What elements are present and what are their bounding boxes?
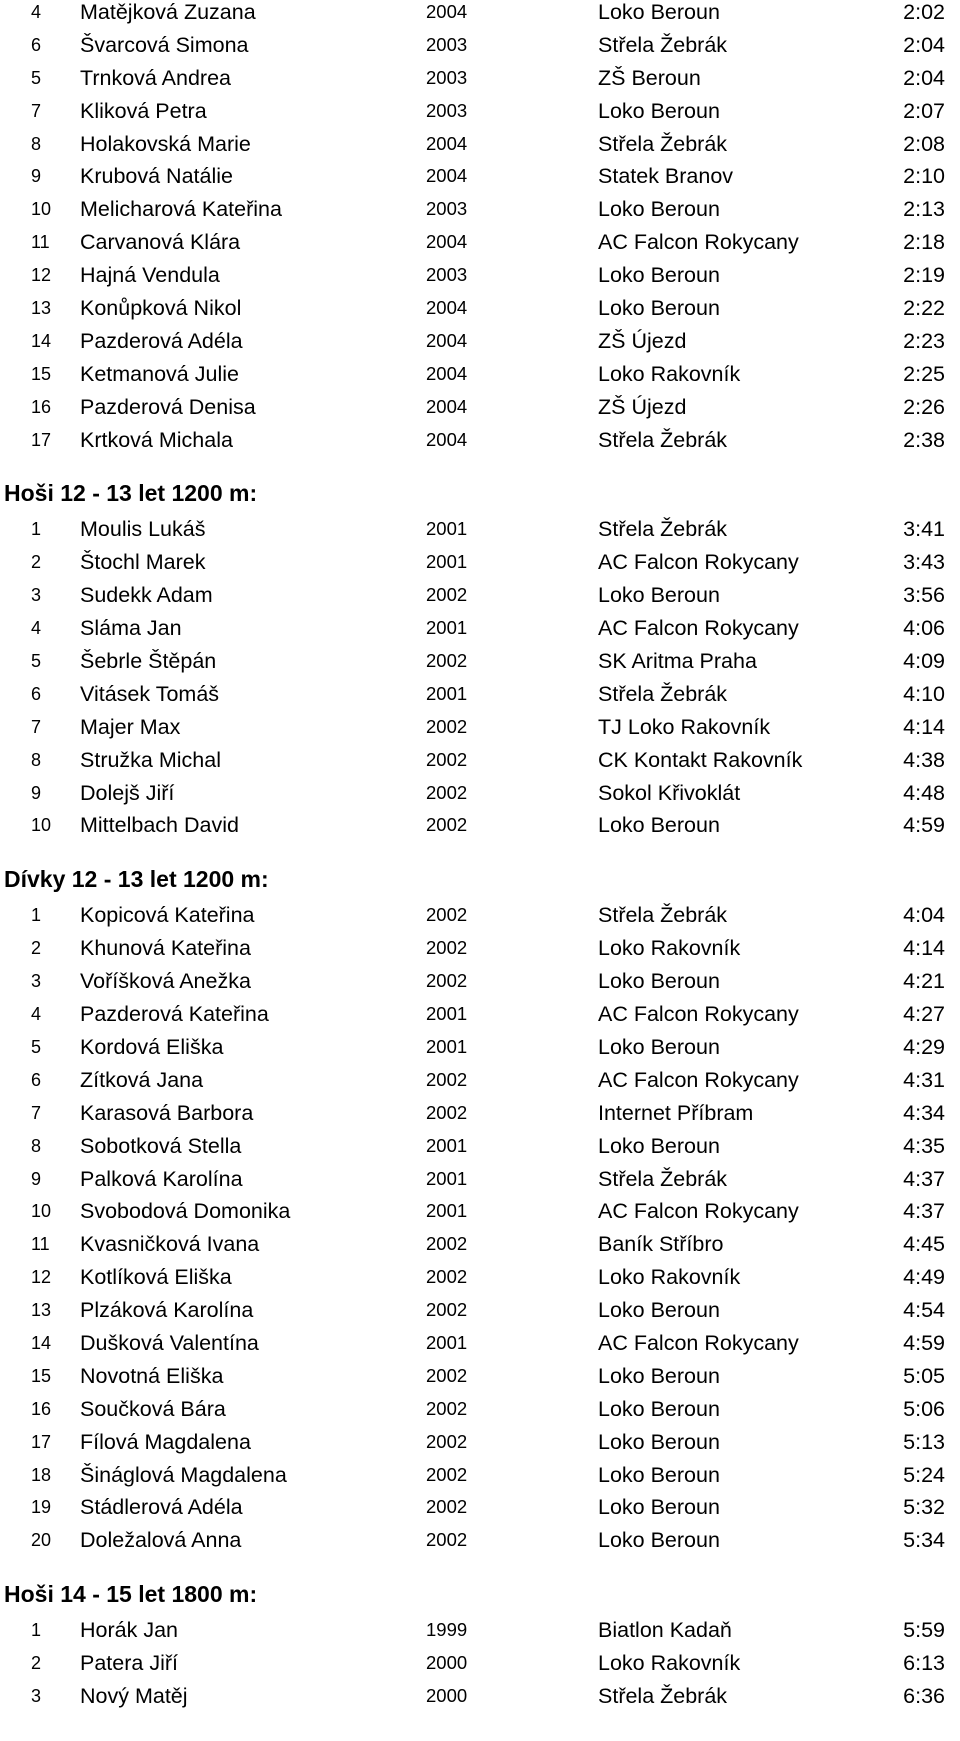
result-rank: 5 xyxy=(31,67,42,88)
result-club: AC Falcon Rokycany xyxy=(598,230,799,255)
result-club: AC Falcon Rokycany xyxy=(598,1002,799,1027)
result-time: 4:10 xyxy=(903,681,945,706)
result-row xyxy=(0,777,960,810)
result-name: Svobodová Domonika xyxy=(80,1199,291,1224)
result-rank: 6 xyxy=(31,34,42,55)
result-rank: 10 xyxy=(31,1201,52,1222)
result-time: 4:35 xyxy=(903,1133,945,1158)
result-name: Voříšková Anežka xyxy=(80,969,251,994)
result-time: 5:24 xyxy=(903,1462,945,1487)
result-row xyxy=(0,1031,960,1064)
result-club: Střela Žebrák xyxy=(598,131,728,156)
result-year: 2002 xyxy=(426,1068,468,1090)
result-club: Loko Rakovník xyxy=(598,936,741,961)
result-rank: 7 xyxy=(31,1102,42,1123)
result-year: 2002 xyxy=(426,1397,468,1419)
category-heading-text: Dívky 12 - 13 let 1200 m: xyxy=(4,866,269,893)
result-name: Sláma Jan xyxy=(80,616,182,641)
result-time: 4:45 xyxy=(903,1232,945,1257)
result-row xyxy=(0,678,960,711)
result-club: AC Falcon Rokycany xyxy=(598,616,799,641)
result-club: Střela Žebrák xyxy=(598,903,728,928)
result-time: 2:23 xyxy=(903,328,945,353)
result-time: 4:34 xyxy=(903,1100,945,1125)
result-time: 5:59 xyxy=(903,1618,945,1643)
result-club: Biatlon Kadaň xyxy=(598,1618,732,1643)
result-row xyxy=(0,193,960,226)
result-time: 2:19 xyxy=(903,263,945,288)
result-row xyxy=(0,645,960,678)
result-name: Krubová Natálie xyxy=(80,164,233,189)
result-year: 2004 xyxy=(426,329,468,351)
result-year: 2001 xyxy=(426,1035,468,1057)
result-time: 4:21 xyxy=(903,969,945,994)
result-time: 4:37 xyxy=(903,1166,945,1191)
result-rank: 3 xyxy=(31,1685,42,1706)
result-rank: 15 xyxy=(31,1365,52,1386)
result-time: 4:31 xyxy=(903,1067,945,1092)
result-club: Střela Žebrák xyxy=(598,517,728,542)
result-club: Loko Beroun xyxy=(598,1495,720,1520)
result-rank: 8 xyxy=(31,133,42,154)
result-club: Střela Žebrák xyxy=(598,427,728,452)
result-year: 2002 xyxy=(426,1101,468,1123)
result-time: 4:59 xyxy=(903,813,945,838)
result-rank: 9 xyxy=(31,1168,42,1189)
result-name: Sobotková Stella xyxy=(80,1133,242,1158)
result-club: Loko Beroun xyxy=(598,813,720,838)
result-row xyxy=(0,95,960,128)
result-row xyxy=(0,1130,960,1163)
result-rank: 8 xyxy=(31,1135,42,1156)
result-year: 2002 xyxy=(426,584,468,606)
result-row xyxy=(0,1524,960,1557)
result-name: Trnková Andrea xyxy=(80,65,231,90)
result-rank: 11 xyxy=(31,232,50,253)
result-time: 6:13 xyxy=(903,1651,945,1676)
result-row xyxy=(0,1228,960,1261)
result-name: Šináglová Magdalena xyxy=(80,1462,287,1487)
result-row xyxy=(0,932,960,965)
result-club: AC Falcon Rokycany xyxy=(598,1330,799,1355)
result-name: Melicharová Kateřina xyxy=(80,197,282,222)
result-rank: 14 xyxy=(31,1332,52,1353)
result-year: 2001 xyxy=(426,1167,468,1189)
result-name: Palková Karolína xyxy=(80,1166,243,1191)
result-name: Štochl Marek xyxy=(80,550,206,575)
result-club: Loko Beroun xyxy=(598,1396,720,1421)
result-rank: 17 xyxy=(31,1431,52,1452)
result-name: Nový Matěj xyxy=(80,1683,188,1708)
result-name: Moulis Lukáš xyxy=(80,517,206,542)
result-year: 2002 xyxy=(426,1496,468,1518)
result-time: 4:37 xyxy=(903,1199,945,1224)
result-row xyxy=(0,1426,960,1459)
result-name: Sudekk Adam xyxy=(80,583,213,608)
result-name: Stružka Michal xyxy=(80,747,221,772)
result-year: 2002 xyxy=(426,748,468,770)
result-time: 3:43 xyxy=(903,550,945,575)
result-rank: 2 xyxy=(31,552,42,573)
category-heading-text: Hoši 14 - 15 let 1800 m: xyxy=(4,1581,258,1608)
result-row xyxy=(0,899,960,932)
category-heading xyxy=(0,859,960,899)
result-year: 2001 xyxy=(426,1134,468,1156)
result-rank: 5 xyxy=(31,651,42,672)
result-time: 2:13 xyxy=(903,197,945,222)
result-year: 2002 xyxy=(426,715,468,737)
result-year: 2003 xyxy=(426,66,468,88)
result-time: 5:32 xyxy=(903,1495,945,1520)
result-club: Loko Rakovník xyxy=(598,1651,741,1676)
result-year: 2003 xyxy=(426,99,468,121)
result-year: 2001 xyxy=(426,1003,468,1025)
result-rank: 1 xyxy=(31,1620,42,1641)
result-rank: 10 xyxy=(31,815,52,836)
result-row xyxy=(0,965,960,998)
result-year: 2003 xyxy=(426,264,468,286)
result-name: Pazderová Adéla xyxy=(80,328,243,353)
result-rank: 13 xyxy=(31,298,52,319)
result-name: Stádlerová Adéla xyxy=(80,1495,243,1520)
result-time: 4:29 xyxy=(903,1034,945,1059)
result-rank: 20 xyxy=(31,1530,52,1551)
result-rank: 17 xyxy=(31,429,52,450)
result-name: Holakovská Marie xyxy=(80,131,251,156)
result-rank: 13 xyxy=(31,1300,52,1321)
category-heading-text: Hoši 12 - 13 let 1200 m: xyxy=(4,480,258,507)
result-name: Mittelbach David xyxy=(80,813,239,838)
result-club: ZŠ Újezd xyxy=(598,328,687,353)
result-row xyxy=(0,1163,960,1196)
result-time: 4:14 xyxy=(903,936,945,961)
result-time: 3:41 xyxy=(903,517,945,542)
result-year: 2004 xyxy=(426,395,468,417)
result-rank: 4 xyxy=(31,2,42,22)
results-section xyxy=(0,473,960,842)
result-year: 2002 xyxy=(426,904,468,926)
result-year: 2001 xyxy=(426,682,468,704)
result-club: ZŠ Beroun xyxy=(598,65,701,90)
result-name: Novotná Eliška xyxy=(80,1363,224,1388)
result-time: 2:10 xyxy=(903,164,945,189)
result-row xyxy=(0,1614,960,1647)
result-year: 2001 xyxy=(426,551,468,573)
result-time: 2:38 xyxy=(903,427,945,452)
result-year: 2004 xyxy=(426,1,468,22)
result-name: Carvanová Klára xyxy=(80,230,241,255)
result-row xyxy=(0,744,960,777)
result-year: 2000 xyxy=(426,1652,468,1674)
result-club: Střela Žebrák xyxy=(598,1166,728,1191)
result-rank: 15 xyxy=(31,363,52,384)
result-year: 2001 xyxy=(426,1331,468,1353)
result-rank: 2 xyxy=(31,938,42,959)
result-year: 2004 xyxy=(426,132,468,154)
results-section xyxy=(0,859,960,1557)
result-rank: 7 xyxy=(31,100,42,121)
result-time: 4:54 xyxy=(903,1298,945,1323)
result-name: Konůpková Nikol xyxy=(80,296,242,321)
result-rank: 16 xyxy=(31,396,52,417)
result-year: 2004 xyxy=(426,362,468,384)
result-rank: 1 xyxy=(31,519,42,540)
result-row xyxy=(0,1097,960,1130)
result-club: Loko Beroun xyxy=(598,197,720,222)
result-row xyxy=(0,998,960,1031)
result-time: 4:48 xyxy=(903,780,945,805)
result-row xyxy=(0,579,960,612)
result-club: Statek Branov xyxy=(598,164,734,189)
result-rank: 18 xyxy=(31,1464,52,1485)
result-row xyxy=(0,1680,960,1713)
result-name: Patera Jiří xyxy=(80,1651,178,1676)
result-year: 2004 xyxy=(426,165,468,187)
result-club: Loko Beroun xyxy=(598,583,720,608)
result-time: 5:13 xyxy=(903,1429,945,1454)
result-club: Loko Beroun xyxy=(598,1429,720,1454)
result-rank: 12 xyxy=(31,265,52,286)
result-rank: 9 xyxy=(31,782,42,803)
result-time: 2:04 xyxy=(903,65,945,90)
result-rank: 16 xyxy=(31,1398,52,1419)
result-row xyxy=(0,1491,960,1524)
result-year: 2002 xyxy=(426,650,468,672)
result-time: 4:06 xyxy=(903,616,945,641)
result-year: 2000 xyxy=(426,1684,468,1706)
result-name: Ketmanová Julie xyxy=(80,361,239,386)
result-row xyxy=(0,546,960,579)
result-club: TJ Loko Rakovník xyxy=(598,714,771,739)
result-year: 2003 xyxy=(426,33,468,55)
results-section xyxy=(0,1574,960,1713)
result-name: Karasová Barbora xyxy=(80,1100,254,1125)
result-year: 2002 xyxy=(426,814,468,836)
result-name: Horák Jan xyxy=(80,1618,178,1643)
result-name: Pazderová Kateřina xyxy=(80,1002,269,1027)
result-rank: 8 xyxy=(31,749,42,770)
result-year: 2002 xyxy=(426,1364,468,1386)
result-name: Majer Max xyxy=(80,714,181,739)
result-name: Hajná Vendula xyxy=(80,263,220,288)
result-row xyxy=(0,0,960,29)
result-rank: 3 xyxy=(31,971,42,992)
result-time: 4:38 xyxy=(903,747,945,772)
result-rank: 4 xyxy=(31,618,42,639)
result-row xyxy=(0,1393,960,1426)
result-name: Krtková Michala xyxy=(80,427,233,452)
category-heading xyxy=(0,1574,960,1614)
result-rank: 1 xyxy=(31,905,42,926)
result-year: 2002 xyxy=(426,1463,468,1485)
result-time: 3:56 xyxy=(903,583,945,608)
result-name: Pazderová Denisa xyxy=(80,394,256,419)
result-time: 4:27 xyxy=(903,1002,945,1027)
result-row xyxy=(0,711,960,744)
result-row xyxy=(0,612,960,645)
result-row xyxy=(0,29,960,62)
result-rank: 14 xyxy=(31,330,52,351)
result-rank: 10 xyxy=(31,199,52,220)
result-club: AC Falcon Rokycany xyxy=(598,1067,799,1092)
result-year: 2002 xyxy=(426,1266,468,1288)
result-name: Doležalová Anna xyxy=(80,1528,242,1553)
result-row xyxy=(0,1647,960,1680)
result-time: 4:04 xyxy=(903,903,945,928)
result-club: Loko Beroun xyxy=(598,1462,720,1487)
result-row xyxy=(0,160,960,193)
result-time: 2:07 xyxy=(903,98,945,123)
result-time: 4:14 xyxy=(903,714,945,739)
result-club: SK Aritma Praha xyxy=(598,649,757,674)
result-club: Loko Beroun xyxy=(598,1298,720,1323)
result-time: 5:06 xyxy=(903,1396,945,1421)
result-rank: 2 xyxy=(31,1653,42,1674)
result-name: Dušková Valentína xyxy=(80,1330,259,1355)
results-section xyxy=(0,0,960,456)
result-club: Loko Beroun xyxy=(598,263,720,288)
result-time: 4:59 xyxy=(903,1330,945,1355)
result-name: Zítková Jana xyxy=(80,1067,204,1092)
result-year: 2003 xyxy=(426,198,468,220)
result-time: 5:05 xyxy=(903,1363,945,1388)
result-name: Kopicová Kateřina xyxy=(80,903,255,928)
result-club: Střela Žebrák xyxy=(598,1683,728,1708)
result-row xyxy=(0,128,960,161)
result-name: Matějková Zuzana xyxy=(80,0,256,24)
result-club: Loko Beroun xyxy=(598,1363,720,1388)
result-time: 4:09 xyxy=(903,649,945,674)
result-time: 2:25 xyxy=(903,361,945,386)
result-club: Loko Rakovník xyxy=(598,1265,741,1290)
result-row xyxy=(0,1195,960,1228)
result-club: Loko Beroun xyxy=(598,1528,720,1553)
result-rank: 19 xyxy=(31,1497,52,1518)
result-name: Součková Bára xyxy=(80,1396,226,1421)
result-club: CK Kontakt Rakovník xyxy=(598,747,803,772)
result-time: 4:49 xyxy=(903,1265,945,1290)
result-time: 2:02 xyxy=(903,0,945,24)
result-club: AC Falcon Rokycany xyxy=(598,1199,799,1224)
result-time: 2:22 xyxy=(903,296,945,321)
result-name: Kliková Petra xyxy=(80,98,207,123)
result-club: Baník Stříbro xyxy=(598,1232,724,1257)
result-name: Dolejš Jiří xyxy=(80,780,175,805)
result-rank: 6 xyxy=(31,1069,42,1090)
result-year: 2001 xyxy=(426,1200,468,1222)
result-rank: 12 xyxy=(31,1267,52,1288)
result-rank: 9 xyxy=(31,166,42,187)
result-year: 2001 xyxy=(426,518,468,540)
result-rank: 4 xyxy=(31,1004,42,1025)
result-year: 2002 xyxy=(426,781,468,803)
result-club: Loko Beroun xyxy=(598,1034,720,1059)
result-club: Střela Žebrák xyxy=(598,32,728,57)
result-name: Kvasničková Ivana xyxy=(80,1232,260,1257)
result-row xyxy=(0,424,960,457)
result-rank: 5 xyxy=(31,1036,42,1057)
result-year: 1999 xyxy=(426,1619,468,1641)
result-club: Loko Beroun xyxy=(598,1133,720,1158)
result-rank: 11 xyxy=(31,1234,50,1255)
result-row xyxy=(0,391,960,424)
result-time: 2:04 xyxy=(903,32,945,57)
result-name: Khunová Kateřina xyxy=(80,936,251,961)
result-rank: 7 xyxy=(31,716,42,737)
result-club: Sokol Křivoklát xyxy=(598,780,741,805)
result-club: AC Falcon Rokycany xyxy=(598,550,799,575)
result-rank: 6 xyxy=(31,683,42,704)
result-club: ZŠ Újezd xyxy=(598,394,687,419)
result-year: 2002 xyxy=(426,1430,468,1452)
result-time: 6:36 xyxy=(903,1683,945,1708)
result-name: Plzáková Karolína xyxy=(80,1298,254,1323)
result-year: 2002 xyxy=(426,1299,468,1321)
result-club: Střela Žebrák xyxy=(598,681,728,706)
result-time: 5:34 xyxy=(903,1528,945,1553)
result-row xyxy=(0,325,960,358)
result-name: Vitásek Tomáš xyxy=(80,681,220,706)
result-club: Loko Beroun xyxy=(598,296,720,321)
result-year: 2002 xyxy=(426,970,468,992)
result-row xyxy=(0,513,960,546)
category-heading xyxy=(0,473,960,513)
result-row xyxy=(0,1360,960,1393)
result-club: Internet Příbram xyxy=(598,1100,754,1125)
result-year: 2004 xyxy=(426,297,468,319)
result-year: 2004 xyxy=(426,428,468,450)
result-year: 2001 xyxy=(426,617,468,639)
result-row xyxy=(0,1294,960,1327)
result-name: Šebrle Štěpán xyxy=(80,649,217,674)
result-row xyxy=(0,1064,960,1097)
result-time: 2:08 xyxy=(903,131,945,156)
result-name: Švarcová Simona xyxy=(80,32,249,57)
result-row xyxy=(0,292,960,325)
result-name: Kotlíková Eliška xyxy=(80,1265,232,1290)
result-year: 2002 xyxy=(426,937,468,959)
result-club: Loko Beroun xyxy=(598,969,720,994)
result-year: 2002 xyxy=(426,1233,468,1255)
result-club: Loko Rakovník xyxy=(598,361,741,386)
result-row xyxy=(0,62,960,95)
result-name: Fílová Magdalena xyxy=(80,1429,251,1454)
result-row xyxy=(0,1327,960,1360)
result-row xyxy=(0,809,960,842)
result-row xyxy=(0,226,960,259)
result-rank: 3 xyxy=(31,585,42,606)
result-row xyxy=(0,358,960,391)
result-row xyxy=(0,1459,960,1492)
result-time: 2:26 xyxy=(903,394,945,419)
result-time: 2:18 xyxy=(903,230,945,255)
result-year: 2004 xyxy=(426,231,468,253)
result-name: Kordová Eliška xyxy=(80,1034,224,1059)
result-row xyxy=(0,259,960,292)
result-year: 2002 xyxy=(426,1529,468,1551)
result-club: Loko Beroun xyxy=(598,0,720,24)
result-row xyxy=(0,1261,960,1294)
result-club: Loko Beroun xyxy=(598,98,720,123)
